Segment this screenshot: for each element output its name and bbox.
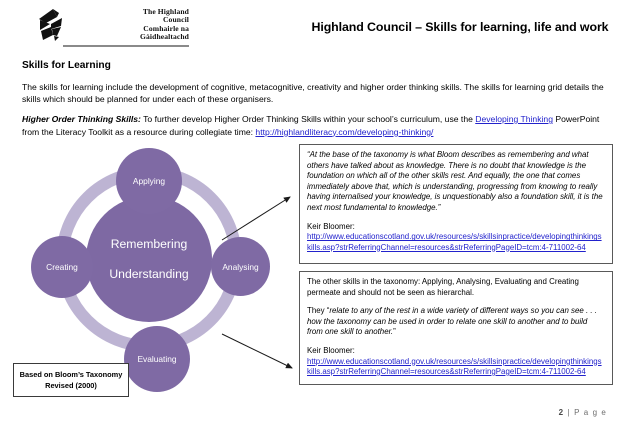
hots-lead-label: Higher Order Thinking Skills:: [22, 114, 141, 124]
logo-line-2: Council: [162, 15, 189, 25]
blooms-taxonomy-diagram: [20, 148, 305, 398]
diagram-center-circle: [86, 196, 212, 322]
callout-bottom-spacer-1: [307, 298, 605, 306]
logo-line-3: Comhairle na: [143, 23, 189, 33]
callout-bottom-intro: The other skills in the taxonomy: Applying, Analysing, Evaluating and Creating permeate and should not be seen as hierarchal.: [307, 277, 579, 297]
caption-line-2: Revised (2000): [45, 381, 97, 390]
developing-thinking-link[interactable]: Developing Thinking: [475, 114, 553, 124]
diagram-node-evaluating: [124, 326, 190, 392]
callout-box-top: [299, 144, 613, 264]
callout-top-quote: “At the base of the taxonomy is what Bloom describes as remembering and what others have talked about as knowledge. There is no doubt that knowledge is the foundation on which all of the other skills rest. And equally, the one that comes immediately above that, which is understanding, progressing from knowing to really having internalised your knowledge, is unquestionably also a foundation skill, it is the next most fundamental to knowledge.”: [307, 150, 603, 212]
highland-council-logo: [37, 6, 229, 46]
node-label-evaluating: Evaluating: [137, 354, 177, 364]
footer-page-label: P a g e: [574, 408, 607, 417]
center-label-remembering: Remembering: [110, 237, 188, 251]
page-header: [0, 0, 625, 50]
callout-bottom-quote-lead: They “: [307, 306, 330, 316]
diagram-node-applying: [116, 148, 182, 214]
node-label-applying: Applying: [132, 176, 166, 186]
callout-bottom-source-url[interactable]: http://www.educationscotland.gov.uk/resources/s/skillsinpractice/developingthinkingskills.asp?strReferringChannel=resources&strReferringPageID=tcm:4-711002-64: [307, 356, 602, 376]
callout-top-source-url[interactable]: http://www.educationscotland.gov.uk/resources/s/skillsinpractice/developingthinkingskills.asp?strReferringChannel=resources&strReferringPageID=tcm:4-711002-64: [307, 232, 602, 252]
section-heading: Skills for Learning: [22, 60, 111, 71]
footer-separator: |: [567, 408, 571, 417]
hots-text-2: PowerPoint from the Literacy Toolkit as a resource during collegiate time:: [22, 114, 600, 137]
callout-bottom-quote-paragraph: [307, 306, 605, 338]
logo-line-1: The Highland: [142, 7, 189, 16]
council-crest-icon: [37, 7, 75, 43]
higher-order-thinking-paragraph: [22, 113, 608, 138]
diagram-node-creating: [31, 236, 93, 298]
logo-underline: [63, 45, 189, 47]
center-label-understanding: Understanding: [109, 267, 189, 281]
intro-paragraph: The skills for learning include the development of cognitive, metacognitive, creativity and higher order thinking skills. The skills for learning grid details the skills which should be planned for under each of these organisers.: [22, 82, 604, 105]
node-label-creating: Creating: [46, 262, 78, 272]
callout-top-attribution: Keir Bloomer:: [307, 221, 355, 231]
highland-literacy-url-link[interactable]: http://highlandliteracy.com/developing-thinking/: [255, 126, 434, 137]
page-footer: [559, 408, 607, 417]
callout-bottom-quote: relate to any of the rest in a wide variety of different ways so you can see . . . how the taxonomy can be used in order to relate one skill to another and to build from one skill to another.: [307, 306, 597, 337]
callout-bottom-quote-tail: ”: [393, 327, 396, 337]
callout-bottom-spacer-2: [307, 338, 605, 346]
footer-page-number: 2: [558, 408, 565, 417]
callout-top-spacer: [307, 214, 605, 222]
logo-line-4: Gàidhealtachd: [140, 32, 189, 42]
caption-line-1: Based on Bloom’s Taxonomy: [19, 370, 123, 379]
page-title: Highland Council – Skills for learning, life and work: [311, 20, 609, 34]
callout-box-bottom: [299, 271, 613, 385]
node-label-analysing: Analysing: [222, 261, 259, 272]
logo-wordmark: [77, 8, 189, 42]
callout-bottom-attribution: Keir Bloomer:: [307, 345, 355, 355]
hots-text-1: To further develop Higher Order Thinking Skills within your school’s curriculum, use the: [140, 114, 476, 124]
diagram-node-analysing: [211, 237, 270, 296]
diagram-source-caption: [13, 363, 129, 397]
